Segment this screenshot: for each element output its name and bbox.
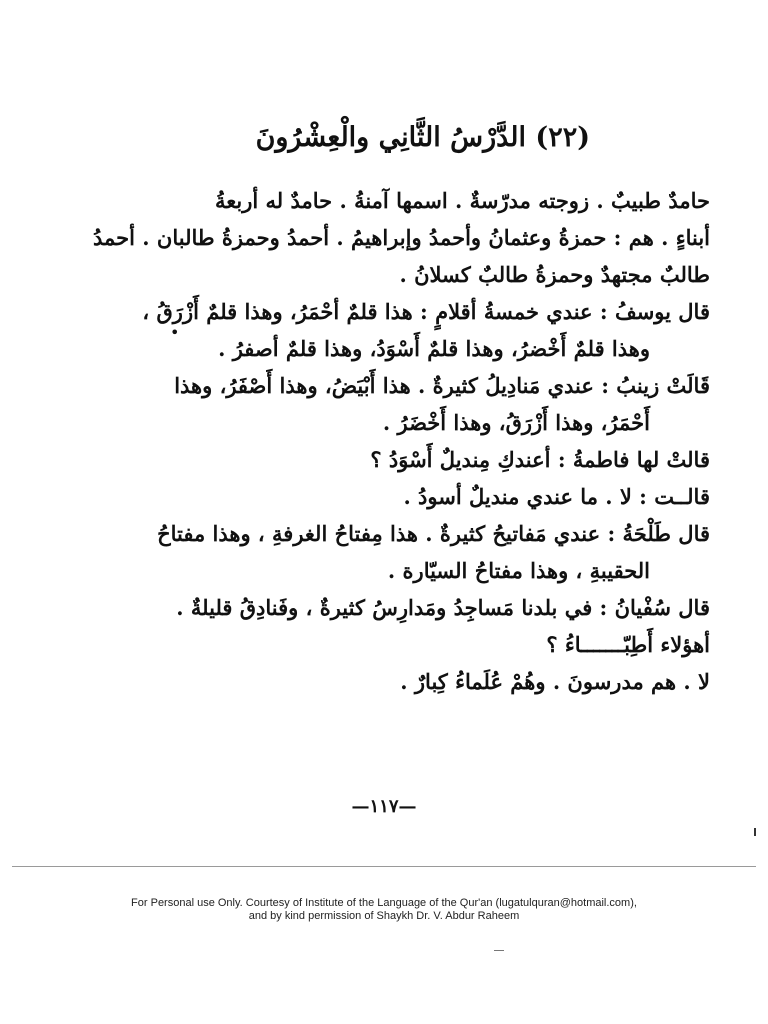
lesson-body <box>93 182 710 700</box>
lesson-line: قال سُفْيانُ : في بلدنا مَساجِدُ ومَدارِسُ كثيرةٌ ، وفَنادِقُ قليلةٌ . <box>176 595 710 620</box>
lesson-line: قَالَتْ زينبُ : عندي مَنادِيلُ كثيرةٌ . هذا أَبْيَضُ، وهذا أَصْفَرُ، وهذا <box>174 373 710 398</box>
lesson-line: قالــت : لا . ما عندي منديلٌ أسودُ . <box>403 484 710 509</box>
lesson-line: قالتْ لها فاطمةُ : أعندكِ مِنديلٌ أَسْوَدُ ؟ <box>370 447 710 472</box>
lesson-line: أهؤلاء أَطِبّـــــــاءُ ؟ <box>546 632 710 657</box>
stray-mark: • <box>170 323 180 342</box>
lesson-title: (٢٢) الدَّرْسُ الثَّانِي والْعِشْرُونَ <box>255 122 590 153</box>
lesson-line: أَحْمَرُ، وهذا أَزْرَقُ، وهذا أَخْضَرُ . <box>382 410 650 435</box>
lesson-line: الحقيبةِ ، وهذا مفتاحُ السيّارة . <box>387 558 650 583</box>
footer-line-2: and by kind permission of Shaykh Dr. V. Abdur Raheem <box>248 910 520 922</box>
page-number: —١١٧— <box>351 796 417 817</box>
lesson-line: قال طَلْحَةُ : عندي مَفاتيحُ كثيرةٌ . هذا مِفتاحُ الغرفةِ ، وهذا مفتاحُ <box>157 521 710 546</box>
lesson-line: قال يوسفُ : عندي خمسةُ أقلامٍ : هذا قلمٌ أحْمَرُ، وهذا قلمٌ أَزْرَقُ ، <box>142 299 710 324</box>
lesson-line: وهذا قلمٌ أَخْضرُ، وهذا قلمٌ أَسْوَدُ، وهذا قلمٌ أصفرُ . <box>218 336 650 361</box>
lesson-line: حامدٌ طبيبٌ . زوجته مدرّسةٌ . اسمها آمنةُ . حامدٌ له أربعةُ <box>215 188 710 213</box>
footer-line-1: For Personal use Only. Courtesy of Institute of the Language of the Qur'an (lugatulquran@hotmail.com), <box>131 897 637 909</box>
footer-divider <box>12 866 756 867</box>
lesson-line: طالبٌ مجتهدٌ وحمزةُ طالبٌ كسلانُ . <box>399 262 710 287</box>
footer-note <box>60 897 708 923</box>
edge-mark <box>754 828 756 836</box>
lesson-line: أبناءٍ . هم : حمزةُ وعثمانُ وأحمدُ وإبراهيمُ . أحمدُ وحمزةُ طالبان . أحمدُ <box>93 225 710 250</box>
lesson-line: لا . هم مدرسونَ . وهُمْ عُلَماءُ كِبارٌ . <box>400 669 710 694</box>
scan-mark <box>494 950 504 951</box>
